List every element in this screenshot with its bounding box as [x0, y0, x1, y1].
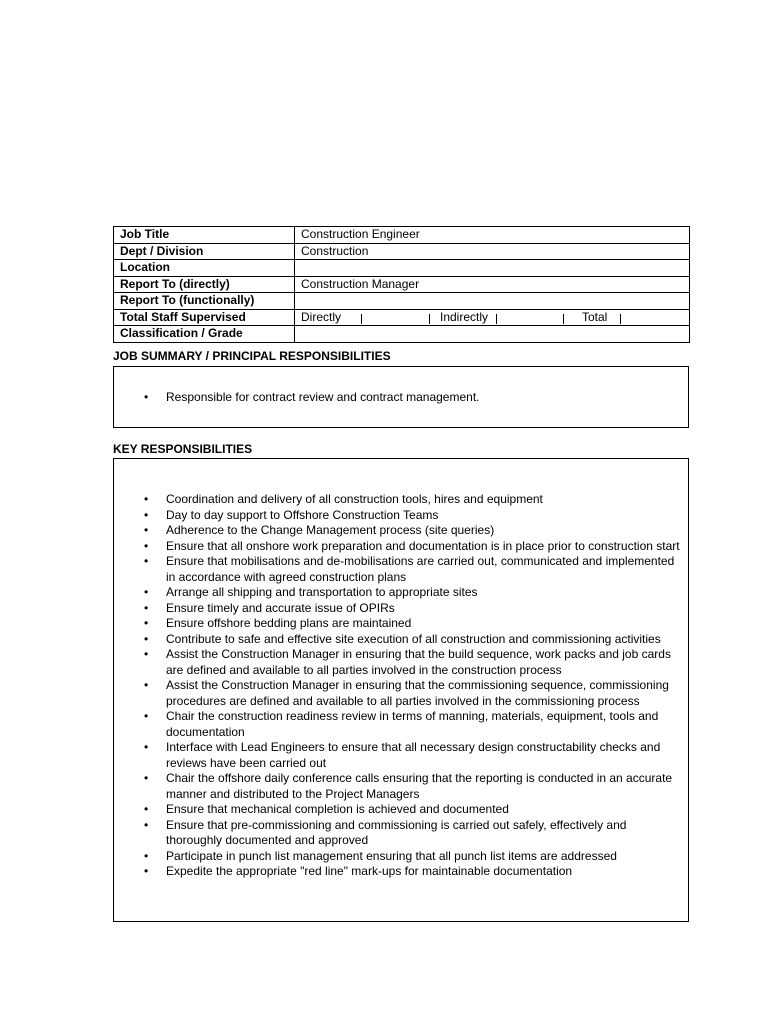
total-staff-supervised-value — [295, 309, 690, 326]
list-item-text: Ensure that mechanical completion is achieved and documented — [166, 802, 509, 816]
key-responsibilities-list — [114, 492, 688, 880]
table-row — [114, 276, 690, 293]
staff-indirectly-label: Indirectly — [440, 309, 489, 324]
list-item — [114, 740, 688, 771]
divider — [496, 314, 497, 324]
divider — [620, 314, 621, 324]
staff-counts — [301, 310, 683, 326]
classification-grade-label: Classification / Grade — [114, 326, 295, 343]
list-item-text: Interface with Lead Engineers to ensure that all necessary design constructability checks and reviews have been carried out — [166, 740, 661, 770]
bullet-icon: • — [144, 848, 149, 863]
list-item-text: Ensure offshore bedding plans are maintained — [166, 616, 412, 630]
bullet-icon: • — [144, 600, 149, 615]
bullet-icon: • — [144, 709, 149, 723]
list-item-text: Chair the construction readiness review in terms of manning, materials, equipment, tools and documentation — [166, 709, 659, 739]
job-title-value: Construction Engineer — [295, 227, 690, 244]
list-item — [114, 554, 688, 585]
bullet-icon: • — [144, 740, 149, 754]
list-item-text: Assist the Construction Manager in ensuring that the commissioning sequence, commissioning procedures are defined and available to all parties involved in the commissioning process — [166, 678, 669, 708]
bullet-icon: • — [144, 585, 149, 599]
list-item — [114, 508, 688, 524]
bullet-icon: • — [144, 492, 149, 506]
job-summary-box — [113, 366, 689, 428]
list-item — [114, 601, 688, 617]
list-item — [114, 539, 688, 555]
list-item — [114, 864, 688, 880]
job-title-label: Job Title — [114, 227, 295, 244]
bullet-icon: • — [144, 507, 149, 522]
bullet-icon: • — [144, 554, 149, 568]
table-row — [114, 260, 690, 277]
dept-division-label: Dept / Division — [114, 243, 295, 260]
bullet-icon: • — [144, 678, 149, 692]
dept-division-value: Construction — [295, 243, 690, 260]
list-item — [114, 678, 688, 709]
bullet-icon: • — [144, 523, 149, 537]
location-value — [295, 260, 690, 277]
summary-list — [114, 390, 688, 406]
bullet-icon: • — [144, 616, 149, 630]
list-item — [114, 849, 688, 865]
list-item — [114, 390, 688, 406]
list-item-text: Contribute to safe and effective site execution of all construction and commissioning activities — [166, 631, 661, 646]
list-item — [114, 818, 688, 849]
list-item-text: Ensure timely and accurate issue of OPIRs — [166, 600, 395, 615]
report-to-functionally-value — [295, 293, 690, 310]
total-staff-supervised-label: Total Staff Supervised — [114, 309, 295, 326]
list-item-text: Chair the offshore daily conference calls ensuring that the reporting is conducted in an accurate manner and distributed to the Project Managers — [166, 771, 673, 801]
list-item — [114, 492, 688, 508]
staff-directly-label: Directly — [301, 309, 342, 324]
bullet-icon: • — [144, 802, 149, 816]
bullet-icon: • — [144, 647, 149, 661]
report-to-directly-label: Report To (directly) — [114, 276, 295, 293]
bullet-icon: • — [144, 771, 149, 785]
list-item — [114, 709, 688, 740]
table-row — [114, 326, 690, 343]
list-item-text: Responsible for contract review and contract management. — [166, 390, 480, 404]
location-label: Location — [114, 260, 295, 277]
list-item — [114, 771, 688, 802]
list-item-text: Ensure that pre-commissioning and commissioning is carried out safely, effectively and thoroughly documented and approved — [166, 817, 627, 847]
key-responsibilities-heading: KEY RESPONSIBILITIES — [113, 442, 253, 456]
bullet-icon: • — [144, 631, 149, 646]
list-item — [114, 647, 688, 678]
list-item-text: Day to day support to Offshore Construction Teams — [166, 507, 439, 522]
list-item-text: Ensure that mobilisations and de-mobilisations are carried out, communicated and implemented in accordance with agreed construction plans — [166, 554, 675, 584]
job-summary-heading: JOB SUMMARY / PRINCIPAL RESPONSIBILITIES — [113, 349, 391, 363]
divider — [361, 314, 362, 324]
table-row — [114, 243, 690, 260]
report-to-functionally-label: Report To (functionally) — [114, 293, 295, 310]
staff-total-label: Total — [582, 309, 608, 324]
list-item-text: Arrange all shipping and transportation to appropriate sites — [166, 585, 478, 599]
list-item-text: Ensure that all onshore work preparation and documentation is in place prior to construction start — [166, 538, 680, 553]
bullet-icon: • — [144, 864, 149, 878]
list-item — [114, 632, 688, 648]
key-responsibilities-box — [113, 458, 689, 922]
list-item-text: Assist the Construction Manager in ensuring that the build sequence, work packs and job cards are defined and available to all parties involved in the construction process — [166, 647, 671, 677]
bullet-icon: • — [144, 390, 149, 404]
classification-grade-value — [295, 326, 690, 343]
list-item-text: Expedite the appropriate "red line" mark-ups for maintainable documentation — [166, 864, 573, 878]
bullet-icon: • — [144, 538, 149, 553]
list-item — [114, 523, 688, 539]
table-row — [114, 293, 690, 310]
list-item-text: Adherence to the Change Management process (site queries) — [166, 523, 495, 537]
list-item-text: Participate in punch list management ensuring that all punch list items are addressed — [166, 848, 617, 863]
bullet-icon: • — [144, 817, 149, 832]
list-item-text: Coordination and delivery of all construction tools, hires and equipment — [166, 492, 543, 506]
list-item — [114, 616, 688, 632]
job-info-table — [113, 226, 690, 343]
list-item — [114, 802, 688, 818]
table-row — [114, 227, 690, 244]
list-item — [114, 585, 688, 601]
report-to-directly-value: Construction Manager — [295, 276, 690, 293]
table-row — [114, 309, 690, 326]
